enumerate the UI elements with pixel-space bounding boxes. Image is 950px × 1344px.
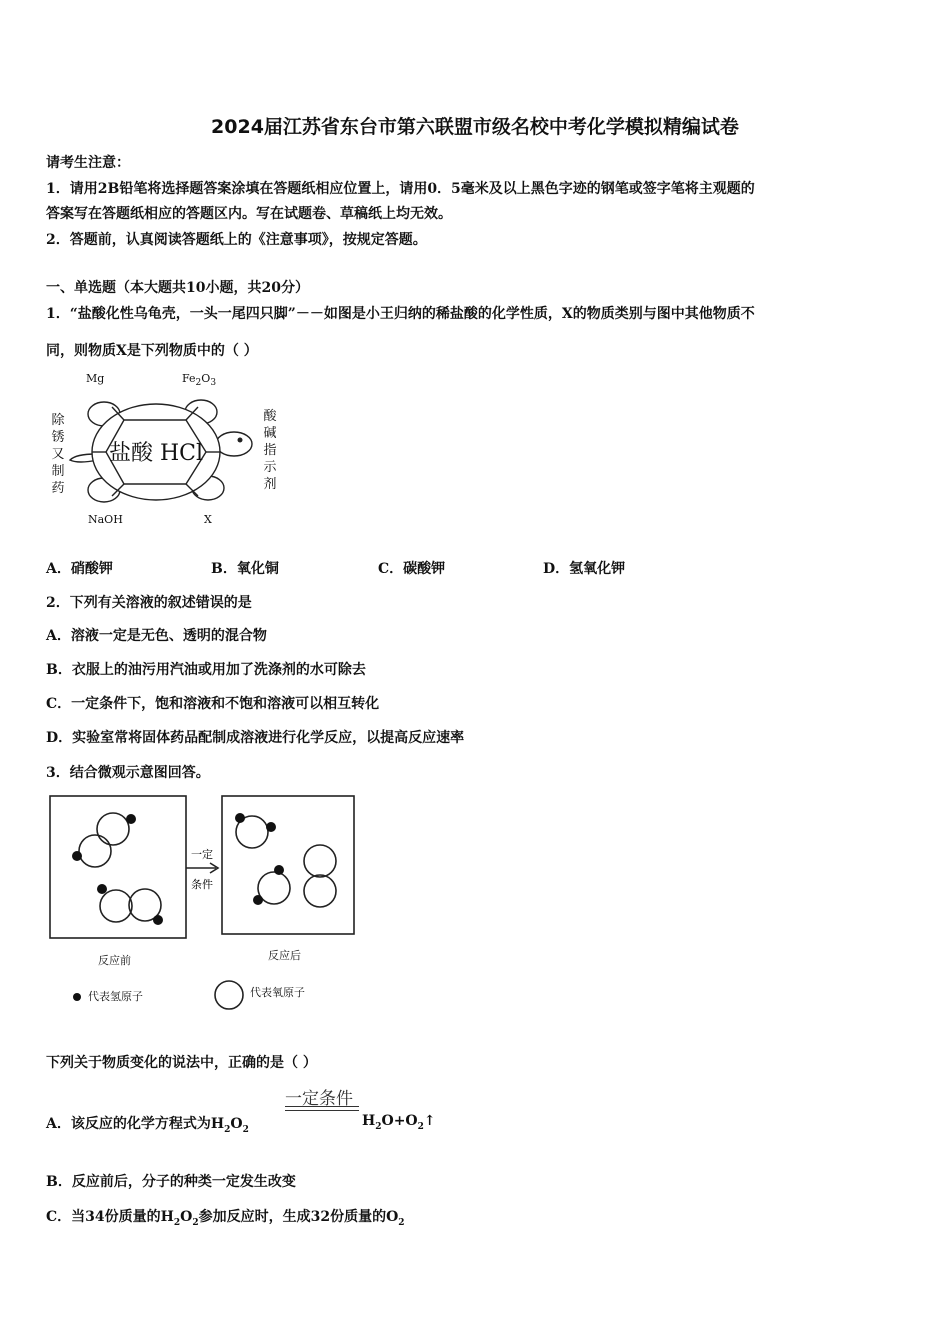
q3-reaction-diagram bbox=[46, 792, 366, 942]
condition-line-top bbox=[285, 1106, 359, 1107]
before-label: 反应前 bbox=[98, 954, 131, 967]
q1-option-b[interactable]: B．氧化铜 bbox=[211, 561, 279, 577]
oxygen-legend-icon bbox=[212, 978, 246, 1012]
shell-text: 盐酸 HCl bbox=[108, 441, 204, 466]
q3-option-c-o2: $O_2$ bbox=[386, 1209, 405, 1228]
q1-option-c[interactable]: C．碳酸钾 bbox=[378, 561, 446, 577]
left-label: 除锈又制药 bbox=[51, 413, 65, 496]
q2-option-d[interactable]: D．实验室常将固体药品配制成溶液进行化学反应，以提高反应速率 bbox=[46, 730, 465, 746]
label-x: X bbox=[204, 513, 212, 526]
right-label: 酸碱指示剂 bbox=[263, 409, 277, 492]
turtle-head bbox=[216, 432, 252, 456]
notice-line-3: 2．答题前，认真阅读答题纸上的《注意事项》，按规定答题。 bbox=[46, 232, 427, 248]
hydrogen-legend-icon bbox=[70, 990, 84, 1004]
section-heading: 一、单选题（本大题共10小题，共20分） bbox=[46, 280, 309, 296]
q3-option-b[interactable]: B．反应前后，分子的种类一定发生改变 bbox=[46, 1174, 296, 1190]
q3-option-c[interactable] bbox=[46, 1206, 405, 1228]
q2-option-a[interactable]: A．溶液一定是无色、透明的混合物 bbox=[46, 628, 267, 644]
q2-option-b[interactable]: B．衣服上的油污用汽油或用加了洗涤剂的水可除去 bbox=[46, 662, 366, 678]
reaction-condition: 一定条件 bbox=[285, 1089, 353, 1109]
legend-hydrogen: 代表氢原子 bbox=[88, 990, 143, 1003]
q3-option-c-h2o2: $H_2O_2$ bbox=[160, 1209, 199, 1228]
arrow-bottom-label: 条件 bbox=[191, 878, 213, 891]
legend-oxygen: 代表氧原子 bbox=[250, 986, 305, 999]
q1-stem-line-2: 同，则物质X是下列物质中的（ ） bbox=[46, 343, 258, 359]
q2-stem: 2．下列有关溶液的叙述错误的是 bbox=[46, 595, 252, 611]
page-title: 2024届江苏省东台市第六联盟市级名校中考化学模拟精编试卷 bbox=[211, 116, 739, 138]
before-box bbox=[50, 796, 186, 938]
turtle-figure bbox=[66, 392, 266, 512]
after-label: 反应后 bbox=[268, 949, 301, 962]
q3-option-a-prefix: A．该反应的化学方程式为 bbox=[46, 1116, 211, 1132]
notice-line-1: 1．请用2B铅笔将选择题答案涂填在答题纸相应位置上，请用0．5毫米及以上黑色字迹的钢笔或签字笔将主观题的 bbox=[46, 181, 755, 197]
label-mg: Mg bbox=[86, 372, 105, 385]
q1-option-a[interactable]: A．硝酸钾 bbox=[46, 561, 113, 577]
q3-stem: 3．结合微观示意图回答。 bbox=[46, 765, 210, 781]
notice-heading: 请考生注意： bbox=[46, 155, 130, 171]
q3-option-a-reactant: $H_2O_2$ bbox=[210, 1116, 249, 1135]
q3-option-c-rest: 参加反应时，生成32份质量的 bbox=[198, 1209, 387, 1225]
q3-option-a-products: $H_2O+O_2↑$ bbox=[362, 1113, 436, 1132]
q1-stem-line-1: 1．“盐酸化性乌龟壳，一头一尾四只脚”－－如图是小王归纳的稀盐酸的化学性质，X的物质类别与图中其他物质不 bbox=[46, 306, 755, 322]
q2-option-c[interactable]: C．一定条件下，饱和溶液和不饱和溶液可以相互转化 bbox=[46, 696, 380, 712]
q1-option-d[interactable]: D．氢氧化钾 bbox=[543, 561, 626, 577]
label-naoh: NaOH bbox=[88, 513, 123, 526]
condition-line-bottom bbox=[285, 1110, 359, 1111]
q3-option-c-prefix: C．当34份质量的 bbox=[46, 1209, 161, 1225]
arrow-top-label: 一定 bbox=[191, 848, 213, 861]
q3-question: 下列关于物质变化的说法中，正确的是（ ） bbox=[46, 1055, 317, 1071]
q3-option-a[interactable] bbox=[46, 1113, 249, 1135]
label-fe2o3: $Fe_2O_3$ bbox=[182, 372, 217, 389]
turtle-eye bbox=[238, 438, 243, 443]
notice-line-2: 答案写在答题纸相应的答题区内。写在试题卷、草稿纸上均无效。 bbox=[46, 206, 452, 222]
